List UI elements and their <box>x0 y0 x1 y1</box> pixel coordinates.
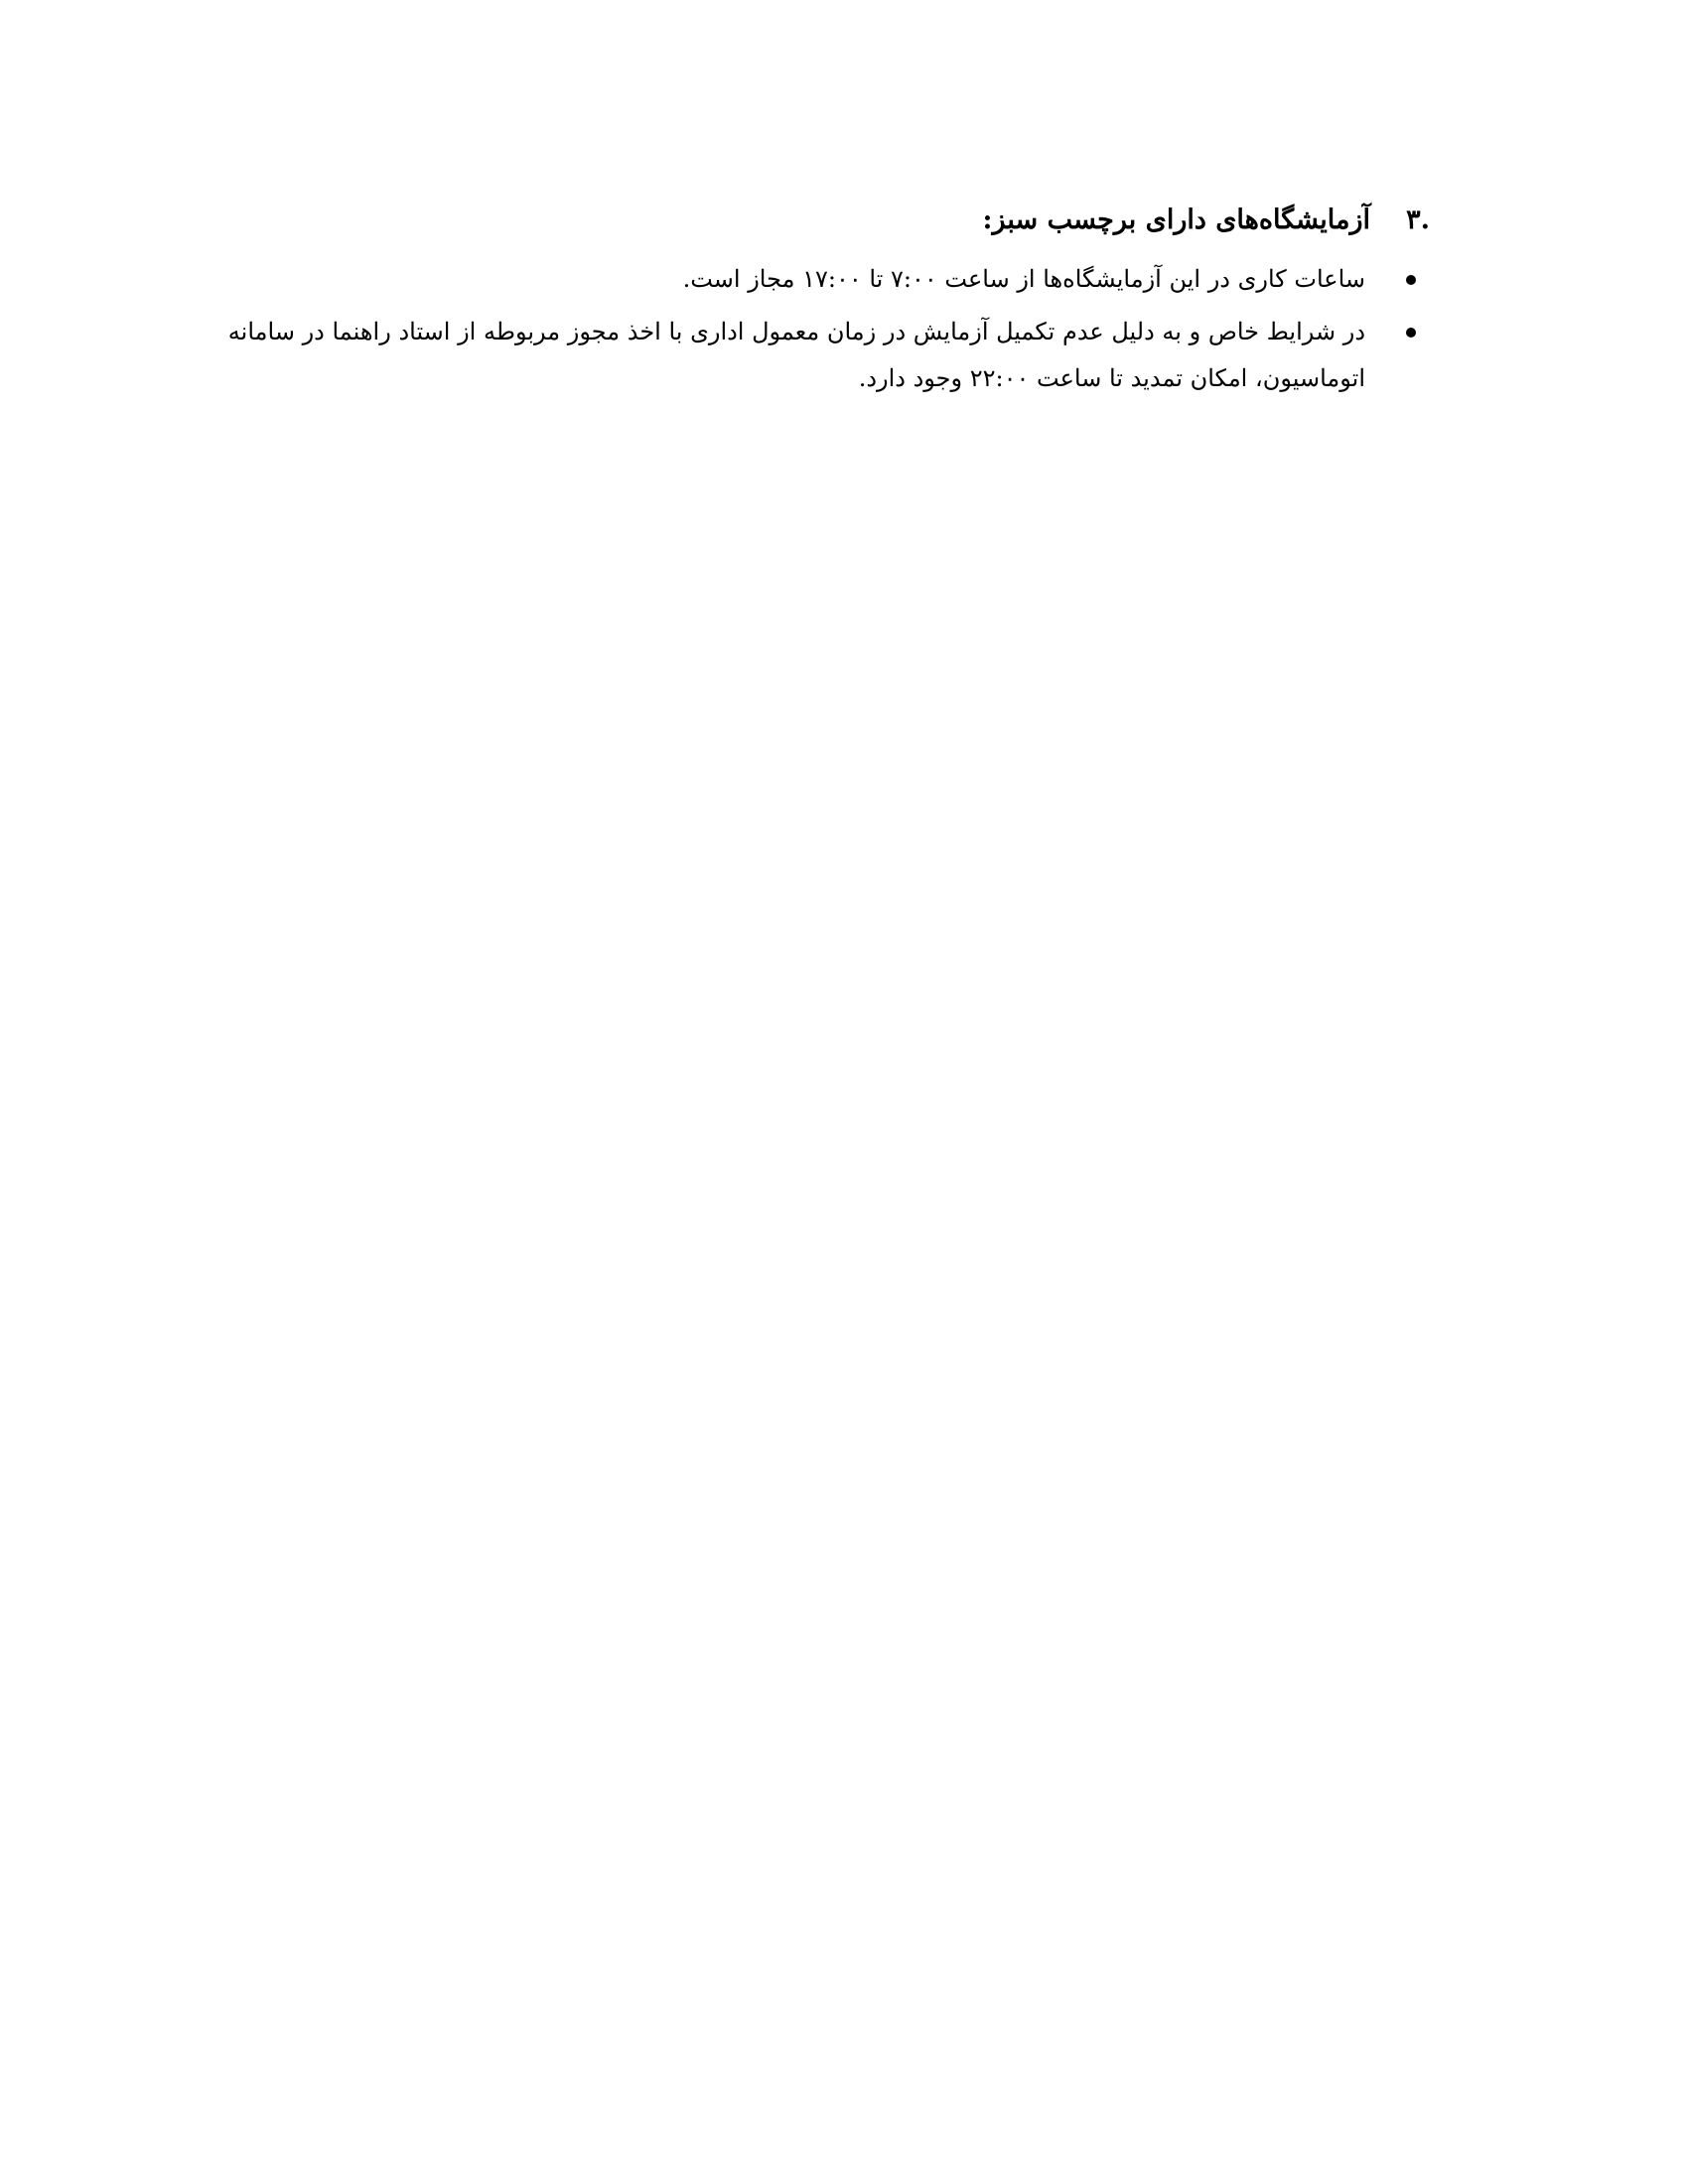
bullet-dot-icon <box>1406 275 1416 285</box>
section-green-label-labs <box>179 199 1430 408</box>
bullet-text: ساعات کاری در این آزمایشگاه‌ها از ساعت ۷:۰۰ تا ۱۷:۰۰ مجاز است. <box>682 265 1365 293</box>
bullet-list <box>179 256 1430 402</box>
section-title: آزمایشگاه‌های دارای برچسب سبز: <box>982 205 1370 235</box>
bullet-text: در شرایط خاص و به دلیل عدم تکمیل آزمایش در زمان معمول اداری با اخذ مجوز مربوطه از استاد راهنما در سامانه اتوماسیون، امکان تمدید تا ساعت ۲۲:۰۰ وجود دارد. <box>227 318 1365 392</box>
list-item <box>179 309 1430 402</box>
section-heading <box>179 199 1430 242</box>
section-number: ۳. <box>1406 205 1430 235</box>
list-item <box>179 256 1430 303</box>
bullet-dot-icon <box>1406 328 1416 338</box>
